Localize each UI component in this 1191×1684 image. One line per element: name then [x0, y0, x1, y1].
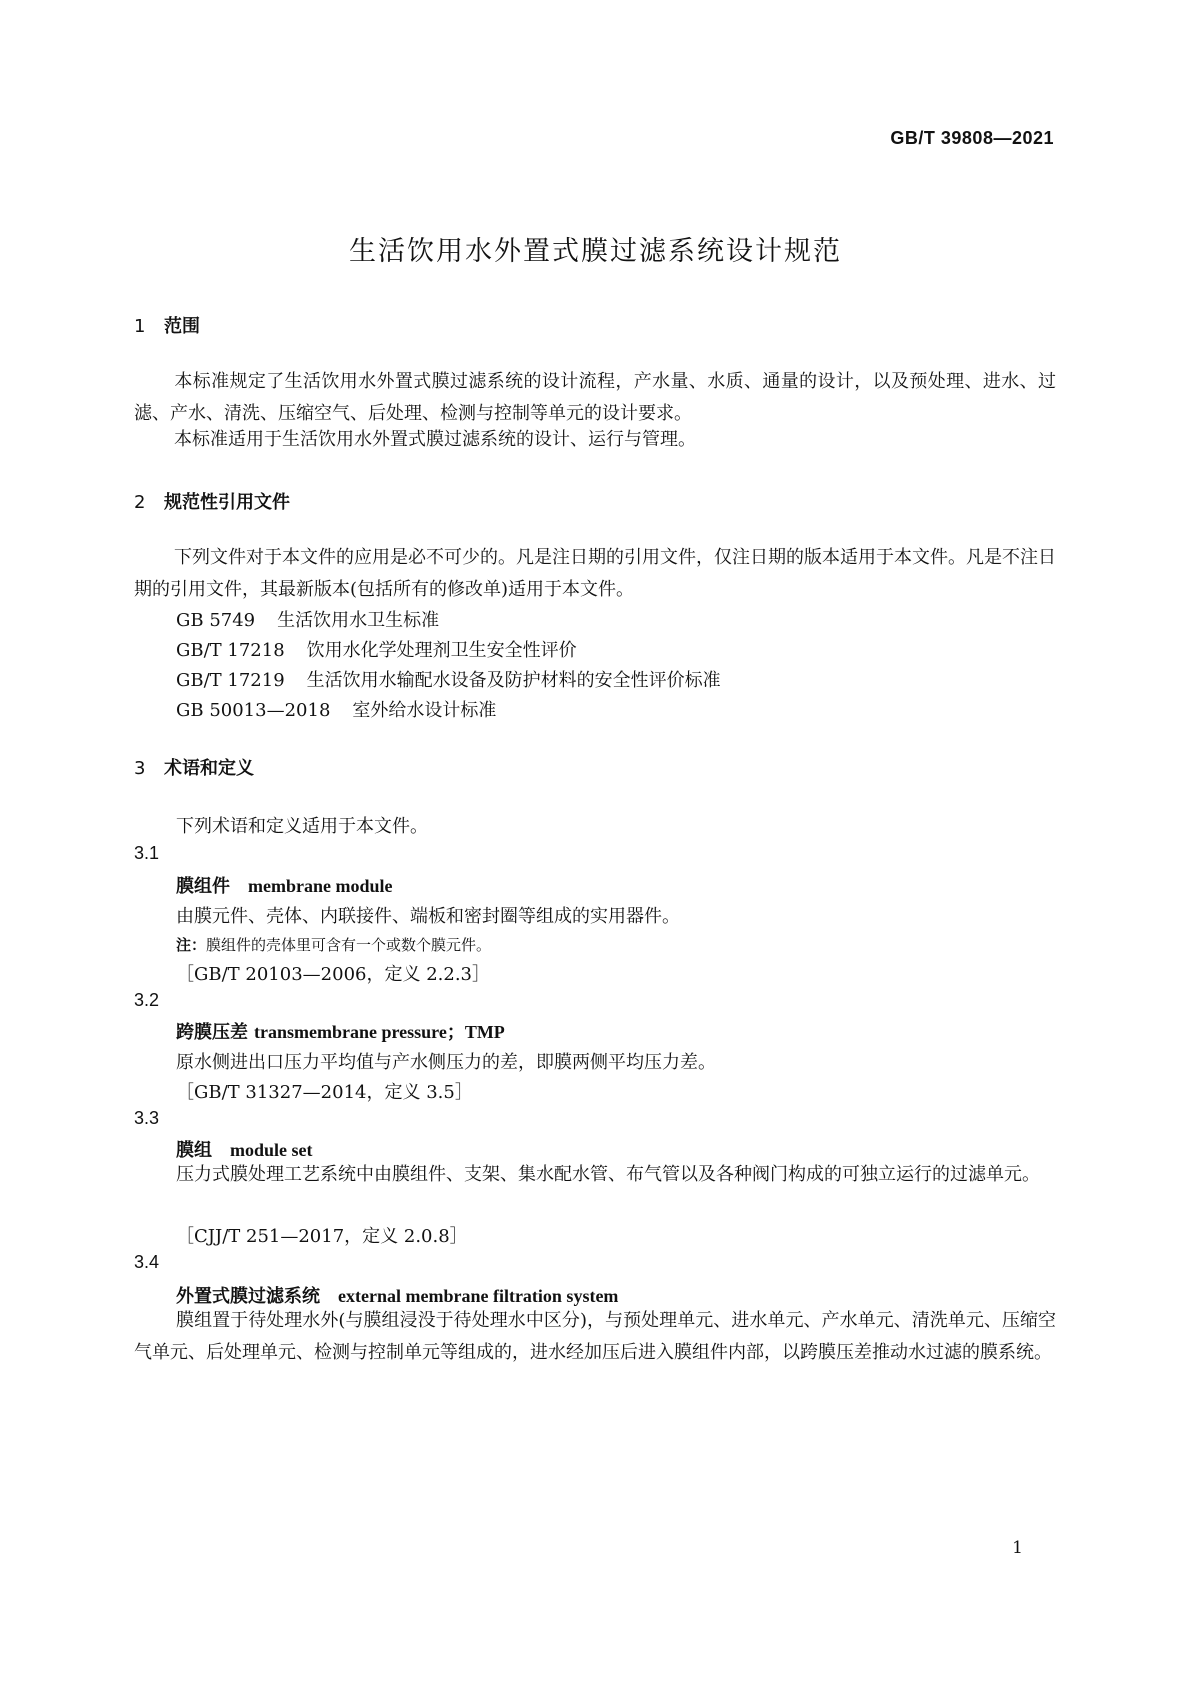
term-source: ［GB/T 31327—2014，定义 3.5］ — [176, 1082, 473, 1103]
term-definition: 由膜元件、壳体、内联接件、端板和密封圈等组成的实用器件。 — [176, 906, 680, 927]
reference-code: GB 50013—2018 — [176, 700, 331, 721]
term-definition — [134, 1159, 1056, 1191]
term-chinese: 外置式膜过滤系统 — [176, 1286, 320, 1307]
term-definition: 原水侧进出口压力平均值与产水侧压力的差，即膜两侧平均压力差。 — [176, 1052, 716, 1073]
reference-code: GB/T 17219 — [176, 670, 285, 691]
term-chinese: 膜组件 — [176, 876, 230, 897]
section-title: 术语和定义 — [164, 758, 254, 779]
definition-text: 膜组置于待处理水外(与膜组浸没于待处理水中区分)，与预处理单元、进水单元、产水单元、清洗单元、压缩空气单元、后处理单元、检测与控制单元等组成的，进水经加压后进入膜组件内部，以跨膜压差推动水过滤的膜系统。 — [134, 1310, 1056, 1363]
reference-name: 室外给水设计标准 — [352, 700, 497, 721]
term-note — [176, 934, 491, 955]
term-source: ［GB/T 20103—2006，定义 2.2.3］ — [176, 964, 490, 985]
term-number: 3.4 — [134, 1252, 160, 1272]
document-title: 生活饮用水外置式膜过滤系统设计规范 — [349, 236, 842, 267]
section-1-paragraph-2 — [134, 424, 1056, 456]
definition-text: 压力式膜处理工艺系统中由膜组件、支架、集水配水管、布气管以及各种阀门构成的可独立运行的过滤单元。 — [176, 1164, 1040, 1185]
section-3-heading — [134, 754, 254, 780]
term-number: 3.2 — [134, 990, 160, 1010]
page-number: 1 — [1012, 1538, 1023, 1558]
section-1-paragraph-1 — [134, 366, 1056, 430]
section-number: 1 — [134, 316, 146, 337]
section-title: 范围 — [164, 316, 200, 337]
term-definition — [134, 1305, 1056, 1369]
section-2-paragraph-1 — [134, 542, 1056, 606]
normative-reference-item — [176, 666, 721, 692]
section-number: 2 — [134, 492, 146, 513]
paragraph-text: 下列文件对于本文件的应用是必不可少的。凡是注日期的引用文件，仅注日期的版本适用于本文件。凡是不注日期的引用文件，其最新版本(包括所有的修改单)适用于本文件。 — [134, 547, 1056, 600]
term-english: module set — [230, 1140, 313, 1160]
paragraph-text: 本标准适用于生活饮用水外置式膜过滤系统的设计、运行与管理。 — [174, 429, 696, 450]
section-number: 3 — [134, 758, 146, 779]
term-english: transmembrane pressure；TMP — [254, 1022, 505, 1042]
reference-code: GB/T 17218 — [176, 640, 285, 661]
section-3-intro: 下列术语和定义适用于本文件。 — [176, 816, 428, 837]
section-title: 规范性引用文件 — [164, 492, 290, 513]
term-chinese: 膜组 — [176, 1140, 212, 1161]
normative-reference-item — [176, 606, 439, 632]
reference-name: 饮用水化学处理剂卫生安全性评价 — [306, 640, 577, 661]
reference-name: 生活饮用水输配水设备及防护材料的安全性评价标准 — [306, 670, 721, 691]
term-number: 3.3 — [134, 1108, 160, 1128]
normative-reference-item — [176, 636, 577, 662]
normative-reference-item — [176, 696, 496, 722]
term-english: external membrane filtration system — [338, 1286, 619, 1306]
note-text: 膜组件的壳体里可含有一个或数个膜元件。 — [206, 936, 492, 954]
term-number: 3.1 — [134, 843, 160, 863]
term-chinese: 跨膜压差 — [176, 1022, 248, 1043]
note-label: 注： — [176, 936, 207, 954]
reference-name: 生活饮用水卫生标准 — [277, 610, 440, 631]
term-english: membrane module — [248, 876, 393, 896]
section-1-heading — [134, 312, 200, 338]
term-name — [176, 872, 392, 898]
reference-code: GB 5749 — [176, 610, 256, 631]
paragraph-text: 本标准规定了生活饮用水外置式膜过滤系统的设计流程，产水量、水质、通量的设计，以及预处理、进水、过滤、产水、清洗、压缩空气、后处理、检测与控制等单元的设计要求。 — [134, 371, 1056, 424]
section-2-heading — [134, 488, 290, 514]
standard-code: GB/T 39808—2021 — [890, 128, 1054, 148]
term-name — [176, 1018, 505, 1044]
term-source: ［CJJ/T 251—2017，定义 2.0.8］ — [176, 1226, 468, 1247]
